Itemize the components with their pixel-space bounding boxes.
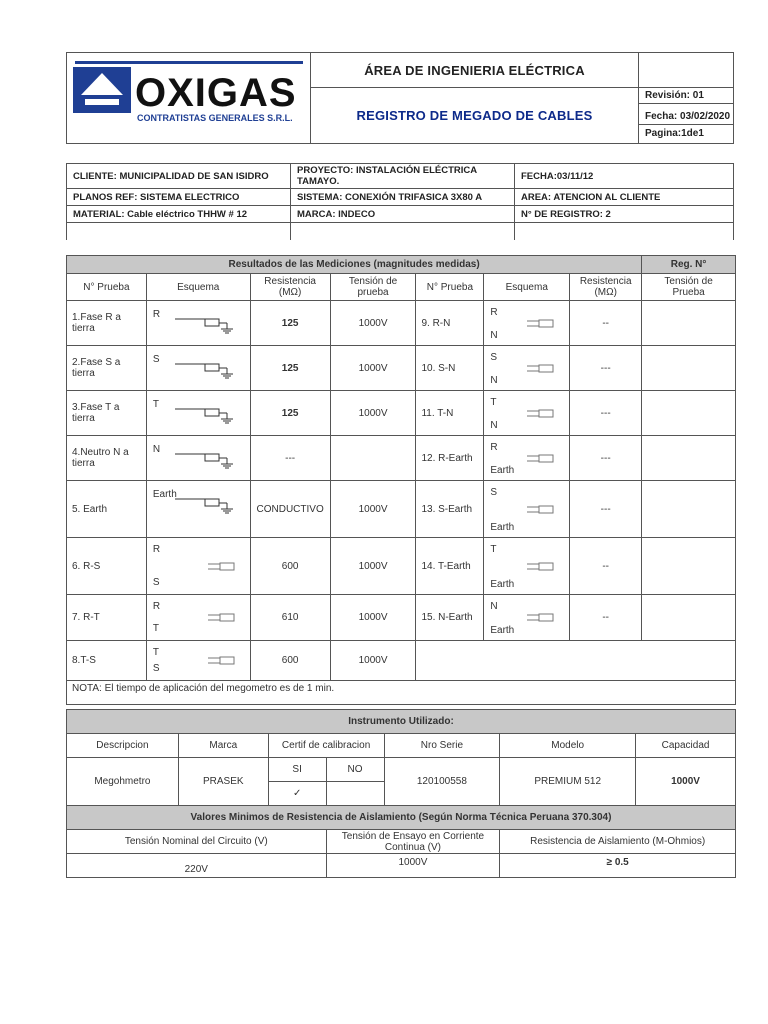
test-resistance: --- bbox=[570, 436, 642, 481]
cable-schematic-icon bbox=[527, 363, 557, 375]
test-scheme bbox=[146, 391, 250, 436]
ins-h-capacidad: Capacidad bbox=[636, 734, 736, 758]
company-logo bbox=[67, 53, 311, 144]
document-title: REGISTRO DE MEGADO DE CABLES bbox=[311, 88, 639, 144]
test-resistance: -- bbox=[570, 538, 642, 595]
registro: N° DE REGISTRO: 2 bbox=[515, 206, 734, 223]
results-header-cell: Tensión de prueba bbox=[330, 274, 416, 301]
test-resistance: 125 bbox=[250, 346, 330, 391]
proyecto: PROYECTO: INSTALACIÓN ELÉCTRICA TAMAYO. bbox=[291, 164, 515, 189]
ins-si: SI bbox=[268, 758, 326, 782]
cable-schematic-icon bbox=[208, 561, 238, 573]
test-voltage bbox=[642, 595, 736, 641]
ins-h-descripcion: Descripcion bbox=[67, 734, 179, 758]
results-row bbox=[67, 538, 736, 595]
scheme-label: R bbox=[490, 307, 498, 318]
test-name: 14. T-Earth bbox=[416, 538, 484, 595]
cable-schematic-icon bbox=[527, 561, 557, 573]
company-subtitle: CONTRATISTAS GENERALES S.R.L. bbox=[137, 113, 293, 123]
results-header-cell: Resistencia (MΩ) bbox=[250, 274, 330, 301]
test-scheme bbox=[146, 538, 250, 595]
scheme-label: T bbox=[152, 647, 159, 658]
test-resistance: -- bbox=[570, 595, 642, 641]
test-scheme bbox=[484, 301, 570, 346]
instrument-table bbox=[66, 709, 736, 878]
ins-serie: 120100558 bbox=[384, 758, 500, 806]
test-resistance: --- bbox=[570, 481, 642, 538]
test-scheme bbox=[146, 641, 250, 681]
test-name: 11. T-N bbox=[416, 391, 484, 436]
min-h-tension-nominal: Tensión Nominal del Circuito (V) bbox=[67, 830, 327, 854]
test-voltage: 1000V bbox=[330, 481, 416, 538]
ins-modelo: PREMIUM 512 bbox=[500, 758, 636, 806]
scheme-label: R bbox=[152, 544, 161, 555]
cable-schematic-icon bbox=[527, 318, 557, 330]
area: AREA: ATENCION AL CLIENTE bbox=[515, 189, 734, 206]
ground-schematic-icon bbox=[175, 405, 245, 427]
test-name: 10. S-N bbox=[416, 346, 484, 391]
results-row bbox=[67, 481, 736, 538]
min-tension-nominal: 220V bbox=[67, 854, 327, 878]
test-voltage bbox=[642, 481, 736, 538]
test-name: 3.Fase T a tierra bbox=[67, 391, 147, 436]
cable-schematic-icon bbox=[527, 612, 557, 624]
instrument-title: Instrumento Utilizado: bbox=[67, 710, 736, 734]
scheme-label: Earth bbox=[490, 625, 515, 636]
ground-schematic-icon bbox=[175, 495, 245, 517]
min-resistencia: ≥ 0.5 bbox=[500, 854, 736, 878]
test-resistance: 610 bbox=[250, 595, 330, 641]
results-title: Resultados de las Mediciones (magnitudes medidas) bbox=[67, 256, 642, 274]
test-resistance: 125 bbox=[250, 301, 330, 346]
results-row bbox=[67, 301, 736, 346]
test-name: 6. R-S bbox=[67, 538, 147, 595]
test-scheme bbox=[484, 391, 570, 436]
cliente: CLIENTE: MUNICIPALIDAD DE SAN ISIDRO bbox=[67, 164, 291, 189]
info-spacer bbox=[291, 223, 515, 240]
marca: MARCA: INDECO bbox=[291, 206, 515, 223]
test-name: 8.T-S bbox=[67, 641, 147, 681]
results-row bbox=[67, 641, 736, 681]
scheme-label: S bbox=[152, 663, 160, 674]
test-voltage bbox=[642, 436, 736, 481]
test-resistance: 600 bbox=[250, 641, 330, 681]
test-voltage bbox=[330, 436, 416, 481]
header-fecha-pagina bbox=[639, 104, 734, 144]
results-header-cell: Resistencia (MΩ) bbox=[570, 274, 642, 301]
results-row bbox=[67, 595, 736, 641]
scheme-label: T bbox=[490, 397, 497, 408]
test-scheme bbox=[146, 301, 250, 346]
revision: Revisión: 01 bbox=[639, 88, 734, 104]
scheme-label: S bbox=[490, 487, 498, 498]
ins-descripcion: Megohmetro bbox=[67, 758, 179, 806]
results-table bbox=[66, 255, 736, 705]
scheme-label: R bbox=[152, 309, 161, 320]
test-voltage: 1000V bbox=[330, 595, 416, 641]
scheme-label: Earth bbox=[152, 489, 177, 500]
test-scheme bbox=[146, 595, 250, 641]
info-spacer bbox=[515, 223, 734, 240]
planos: PLANOS REF: SISTEMA ELECTRICO bbox=[67, 189, 291, 206]
ground-schematic-icon bbox=[175, 315, 245, 337]
scheme-label: Earth bbox=[490, 522, 515, 533]
test-name: 7. R-T bbox=[67, 595, 147, 641]
cable-schematic-icon bbox=[527, 504, 557, 516]
scheme-label: T bbox=[490, 544, 497, 555]
cable-schematic-icon bbox=[208, 655, 238, 667]
test-resistance: 125 bbox=[250, 391, 330, 436]
ins-capacidad: 1000V bbox=[636, 758, 736, 806]
ins-h-marca: Marca bbox=[178, 734, 268, 758]
min-tension-ensayo: 1000V bbox=[326, 854, 500, 878]
info-spacer bbox=[67, 223, 291, 240]
test-name: 12. R-Earth bbox=[416, 436, 484, 481]
test-resistance: CONDUCTIVO bbox=[250, 481, 330, 538]
test-scheme bbox=[484, 481, 570, 538]
ins-si-check: ✓ bbox=[268, 782, 326, 806]
results-row bbox=[67, 391, 736, 436]
ground-schematic-icon bbox=[175, 360, 245, 382]
ins-h-certif: Certif de calibracion bbox=[268, 734, 384, 758]
pagina: Pagina:1de1 bbox=[645, 127, 704, 139]
test-voltage bbox=[642, 301, 736, 346]
scheme-label: N bbox=[152, 444, 161, 455]
fecha-info: FECHA:03/11/12 bbox=[515, 164, 734, 189]
fecha: Fecha: 03/02/2020 bbox=[639, 109, 733, 125]
ins-h-serie: Nro Serie bbox=[384, 734, 500, 758]
test-name: 15. N-Earth bbox=[416, 595, 484, 641]
test-voltage bbox=[642, 538, 736, 595]
test-scheme bbox=[484, 538, 570, 595]
ground-schematic-icon bbox=[175, 450, 245, 472]
test-scheme bbox=[484, 436, 570, 481]
scheme-label: R bbox=[152, 601, 161, 612]
test-resistance: --- bbox=[570, 346, 642, 391]
test-voltage bbox=[642, 391, 736, 436]
project-info-table bbox=[66, 163, 734, 240]
test-voltage: 1000V bbox=[330, 346, 416, 391]
empty-cell bbox=[416, 641, 736, 681]
min-h-tension-ensayo: Tensión de Ensayo en Corriente Continua (V) bbox=[326, 830, 500, 854]
test-scheme bbox=[146, 481, 250, 538]
cable-schematic-icon bbox=[208, 612, 238, 624]
test-name: 5. Earth bbox=[67, 481, 147, 538]
sistema: SISTEMA: CONEXIÓN TRIFASICA 3X80 A bbox=[291, 189, 515, 206]
test-resistance: 600 bbox=[250, 538, 330, 595]
reg-label: Reg. N° bbox=[642, 256, 736, 274]
scheme-label: Earth bbox=[490, 465, 515, 476]
min-h-resistencia: Resistencia de Aislamiento (M-Ohmios) bbox=[500, 830, 736, 854]
test-voltage bbox=[642, 346, 736, 391]
test-resistance: --- bbox=[570, 391, 642, 436]
document-header bbox=[66, 52, 734, 144]
test-resistance: -- bbox=[570, 301, 642, 346]
cable-schematic-icon bbox=[527, 408, 557, 420]
test-name: 9. R-N bbox=[416, 301, 484, 346]
results-header-cell: Tensión de Prueba bbox=[642, 274, 736, 301]
ins-no-check bbox=[326, 782, 384, 806]
material: MATERIAL: Cable eléctrico THHW # 12 bbox=[67, 206, 291, 223]
results-row bbox=[67, 436, 736, 481]
area-title: ÁREA DE INGENIERIA ELÉCTRICA bbox=[311, 53, 639, 88]
scheme-label: T bbox=[152, 623, 159, 634]
company-name: OXIGAS bbox=[135, 71, 297, 115]
results-row bbox=[67, 346, 736, 391]
scheme-label: S bbox=[152, 354, 160, 365]
test-voltage: 1000V bbox=[330, 538, 416, 595]
test-name: 13. S-Earth bbox=[416, 481, 484, 538]
test-name: 1.Fase R a tierra bbox=[67, 301, 147, 346]
scheme-label: S bbox=[490, 352, 498, 363]
test-voltage: 1000V bbox=[330, 391, 416, 436]
ins-h-modelo: Modelo bbox=[500, 734, 636, 758]
results-header-cell: N° Prueba bbox=[67, 274, 147, 301]
test-voltage: 1000V bbox=[330, 301, 416, 346]
test-scheme bbox=[484, 346, 570, 391]
header-blank bbox=[639, 53, 734, 88]
note: NOTA: El tiempo de aplicación del megometro es de 1 min. bbox=[67, 681, 736, 705]
minimos-title: Valores Minimos de Resistencia de Aislamiento (Según Norma Técnica Peruana 370.304) bbox=[67, 806, 736, 830]
test-scheme bbox=[146, 436, 250, 481]
scheme-label: T bbox=[152, 399, 159, 410]
scheme-label: S bbox=[152, 577, 160, 588]
cable-schematic-icon bbox=[527, 453, 557, 465]
test-resistance: --- bbox=[250, 436, 330, 481]
test-name: 4.Neutro N a tierra bbox=[67, 436, 147, 481]
ins-no: NO bbox=[326, 758, 384, 782]
scheme-label: N bbox=[490, 420, 498, 431]
scheme-label: Earth bbox=[490, 579, 515, 590]
test-scheme bbox=[484, 595, 570, 641]
scheme-label: N bbox=[490, 375, 498, 386]
scheme-label: R bbox=[490, 442, 498, 453]
results-header-cell: Esquema bbox=[484, 274, 570, 301]
results-header-cell: N° Prueba bbox=[416, 274, 484, 301]
test-scheme bbox=[146, 346, 250, 391]
results-header-cell: Esquema bbox=[146, 274, 250, 301]
scheme-label: N bbox=[490, 330, 498, 341]
scheme-label: N bbox=[490, 601, 498, 612]
ins-marca: PRASEK bbox=[178, 758, 268, 806]
test-name: 2.Fase S a tierra bbox=[67, 346, 147, 391]
test-voltage: 1000V bbox=[330, 641, 416, 681]
